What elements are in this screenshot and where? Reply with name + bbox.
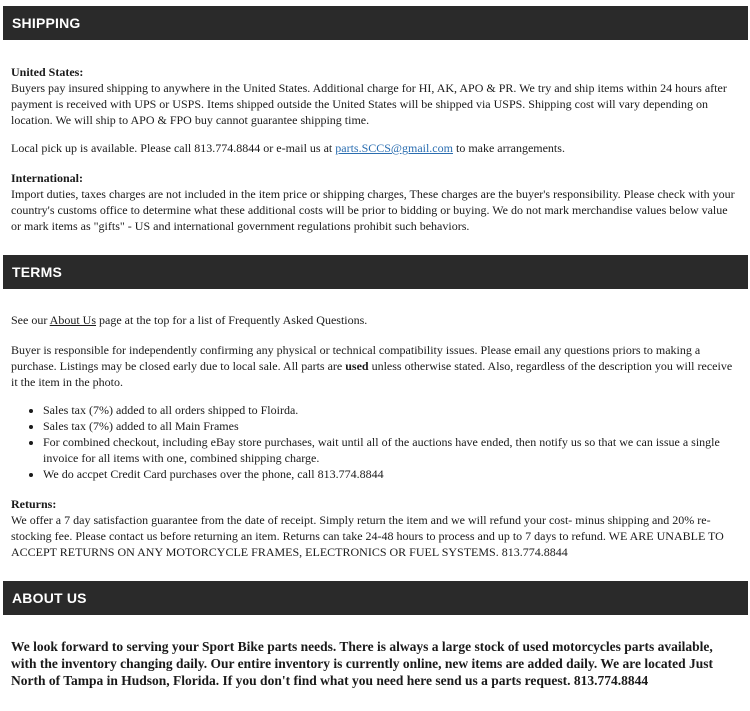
- buyer-text-after: unless otherwise stated. Also, regardless of the description you will receive it the item in the photo.: [11, 359, 733, 389]
- returns-heading: Returns:: [11, 497, 57, 511]
- terms-title: TERMS: [12, 264, 62, 280]
- shipping-title: SHIPPING: [12, 15, 81, 31]
- pickup-text-after: to make arrangements.: [452, 141, 565, 155]
- pickup-block: [11, 140, 739, 156]
- buyer-text: [11, 342, 739, 390]
- about-title: ABOUT US: [12, 590, 87, 606]
- terms-list: [11, 402, 739, 482]
- about-us-link[interactable]: About Us: [49, 313, 97, 327]
- faq-text: [11, 312, 739, 328]
- terms-bullets-block: [11, 402, 739, 482]
- shipping-us-block: [11, 64, 739, 128]
- about-block: [11, 638, 741, 689]
- faq-block: [11, 312, 739, 328]
- faq-text-after: page at the top for a list of Frequently Asked Questions.: [96, 313, 368, 327]
- used-emphasis: used: [345, 359, 369, 373]
- list-item: • We do accpet Credit Card purchases over the phone, call 813.774.8844: [43, 466, 739, 482]
- faq-text-before: See our: [11, 313, 50, 327]
- list-item: • Sales tax (7%) added to all Main Frames: [43, 418, 739, 434]
- list-item: • For combined checkout, including eBay store purchases, wait until all of the auctions have ended, then notify us so that we can issue a single invoice for all items with one, combined shipping charge.: [43, 434, 739, 466]
- intl-heading: International:: [11, 171, 83, 185]
- shipping-intl-block: [11, 170, 739, 234]
- pickup-text-before: Local pick up is available. Please call 813.774.8844 or e-mail us at: [11, 141, 336, 155]
- email-link[interactable]: parts.SCCS@gmail.com: [335, 141, 453, 155]
- buyer-text-before: Buyer is responsible for independently confirming any physical or technical compatibility issues. Please email any questions priors to making a purchase. Listings may be closed early due to local sale. All parts are: [11, 343, 701, 373]
- us-heading: United States:: [11, 65, 84, 79]
- terms-header: [3, 255, 748, 289]
- buyer-block: [11, 342, 739, 390]
- us-text: Buyers pay insured shipping to anywhere in the United States. Additional charge for HI, AK, APO & PR. We try and ship items within 24 hours after payment is received with UPS or USPS. Items shipped outside the United States will be shipped via USPS. Shipping cost will vary depending on location. We will ship to APO & FPO buy cannot guarantee shipping time.: [11, 81, 727, 127]
- shipping-header: [3, 6, 748, 40]
- pickup-text: [11, 140, 739, 156]
- about-header: [3, 581, 748, 615]
- about-text: We look forward to serving your Sport Bike parts needs. There is always a large stock of used motorcycles parts available, with the inventory changing daily. Our entire inventory is currently online, new items are added daily. We are located Just North of Tampa in Hudson, Florida. If you don't find what you need here send us a parts request. 813.774.8844: [11, 639, 714, 688]
- returns-block: [11, 496, 739, 560]
- intl-text: Import duties, taxes charges are not included in the item price or shipping charges, These charges are the buyer's responsibility. Please check with your country's customs office to determine what these additional costs will be prior to bidding or buying. We do not mark merchandise values below value or mark items as "gifts" - US and international government regulations prohibit such behaviors.: [11, 187, 735, 233]
- returns-text: We offer a 7 day satisfaction guarantee from the date of receipt. Simply return the item and we will refund your cost- minus shipping and 20% re-stocking fee. Please contact us before returning an item. Returns can take 24-48 hours to process and up to 7 days to refund. WE ARE UNABLE TO ACCEPT RETURNS ON ANY MOTORCYCLE FRAMES, ELECTRONICS OR FUEL SYSTEMS. 813.774.8844: [11, 513, 724, 559]
- list-item: • Sales tax (7%) added to all orders shipped to Floirda.: [43, 402, 739, 418]
